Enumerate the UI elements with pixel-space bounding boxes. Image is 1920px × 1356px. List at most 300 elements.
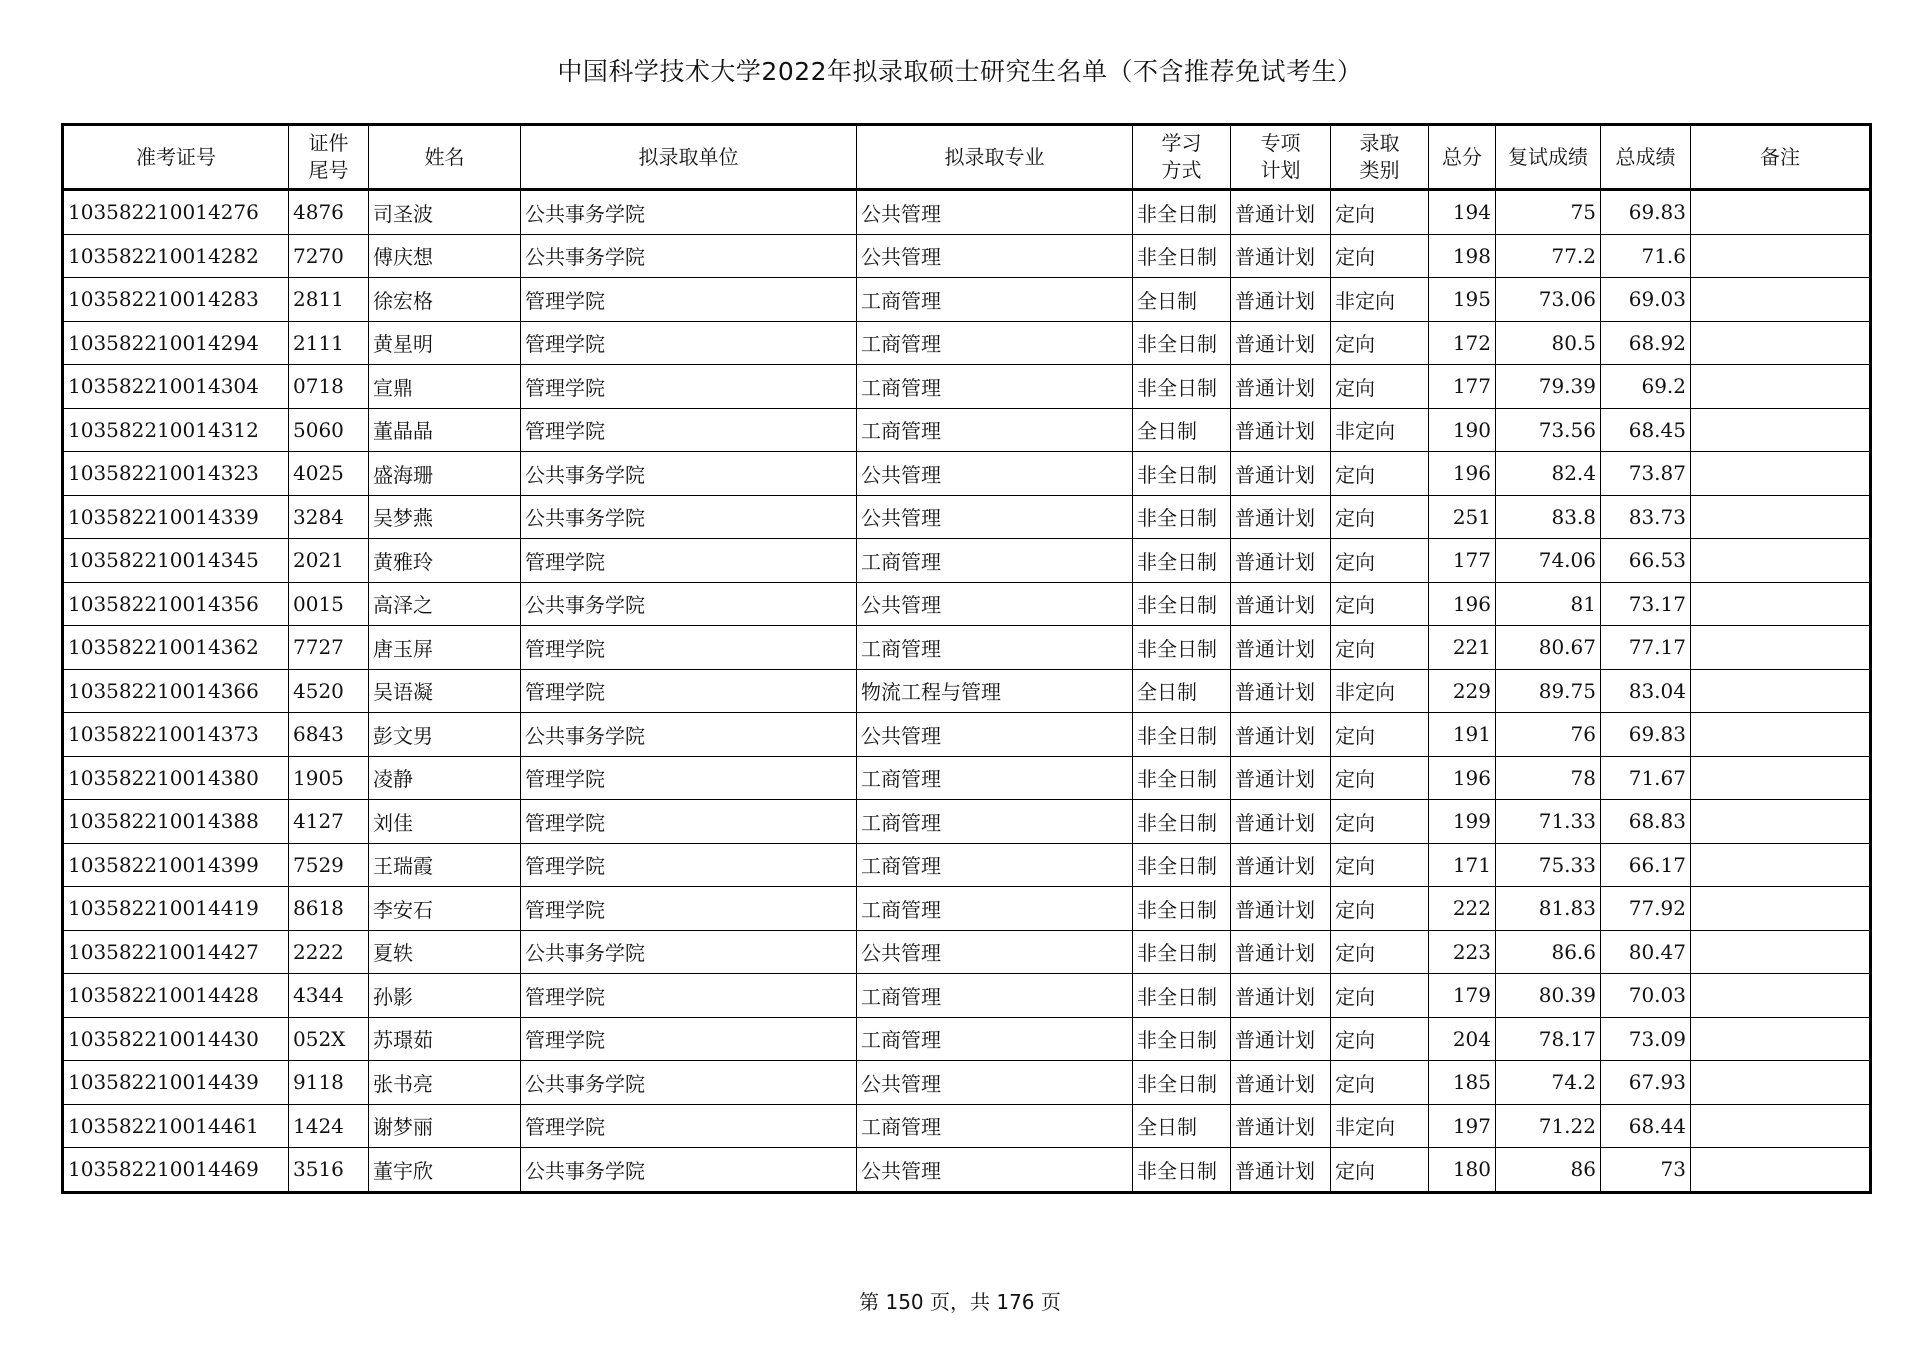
final-score-cell: 69.83 (1601, 190, 1691, 235)
study-mode-cell: 非全日制 (1133, 626, 1231, 670)
retest-score-cell: 81 (1496, 582, 1601, 626)
table-row (63, 974, 1871, 1018)
retest-score-cell: 75 (1496, 190, 1601, 235)
admission-category-cell: 定向 (1331, 539, 1429, 583)
special-plan-cell: 普通计划 (1231, 1104, 1331, 1148)
study-mode-cell: 全日制 (1133, 408, 1231, 452)
exam-number-cell: 103582210014427 (63, 930, 289, 974)
special-plan-cell: 普通计划 (1231, 930, 1331, 974)
special-plan-cell: 普通计划 (1231, 843, 1331, 887)
final-score-cell: 70.03 (1601, 974, 1691, 1018)
admission-unit-cell: 公共事务学院 (521, 495, 857, 539)
table-row (63, 582, 1871, 626)
remarks-cell (1691, 669, 1871, 713)
exam-number-cell: 103582210014276 (63, 190, 289, 235)
id-suffix-cell: 6843 (289, 713, 369, 757)
name-cell: 王瑞霞 (369, 843, 521, 887)
id-suffix-cell: 1424 (289, 1104, 369, 1148)
retest-score-cell: 80.5 (1496, 321, 1601, 365)
special-plan-cell: 普通计划 (1231, 321, 1331, 365)
admission-major-cell: 公共管理 (857, 1148, 1133, 1193)
admission-category-cell: 定向 (1331, 713, 1429, 757)
remarks-cell (1691, 713, 1871, 757)
exam-number-cell: 103582210014428 (63, 974, 289, 1018)
admission-unit-cell: 公共事务学院 (521, 930, 857, 974)
admission-category-cell: 非定向 (1331, 1104, 1429, 1148)
retest-score-cell: 79.39 (1496, 365, 1601, 409)
id-suffix-cell: 052X (289, 1017, 369, 1061)
remarks-cell (1691, 190, 1871, 235)
total-score-cell: 197 (1429, 1104, 1496, 1148)
table-row (63, 190, 1871, 235)
admission-major-cell: 工商管理 (857, 887, 1133, 931)
exam-number-cell: 103582210014304 (63, 365, 289, 409)
id-suffix-cell: 4876 (289, 190, 369, 235)
total-score-cell: 221 (1429, 626, 1496, 670)
exam-number-cell: 103582210014388 (63, 800, 289, 844)
exam-number-cell: 103582210014282 (63, 234, 289, 278)
exam-number-cell: 103582210014419 (63, 887, 289, 931)
total-score-cell: 204 (1429, 1017, 1496, 1061)
retest-score-cell: 82.4 (1496, 452, 1601, 496)
admission-major-cell: 工商管理 (857, 321, 1133, 365)
name-cell: 吴语凝 (369, 669, 521, 713)
remarks-cell (1691, 930, 1871, 974)
admission-category-cell: 非定向 (1331, 669, 1429, 713)
final-score-cell: 83.04 (1601, 669, 1691, 713)
admission-unit-cell: 管理学院 (521, 669, 857, 713)
admission-major-cell: 公共管理 (857, 1061, 1133, 1105)
admission-major-cell: 工商管理 (857, 626, 1133, 670)
admission-major-cell: 工商管理 (857, 974, 1133, 1018)
id-suffix-cell: 2811 (289, 278, 369, 322)
name-cell: 唐玉屏 (369, 626, 521, 670)
table-row (63, 626, 1871, 670)
study-mode-cell: 非全日制 (1133, 930, 1231, 974)
id-suffix-cell: 4025 (289, 452, 369, 496)
total-score-cell: 196 (1429, 582, 1496, 626)
table-row (63, 234, 1871, 278)
final-score-cell: 68.92 (1601, 321, 1691, 365)
special-plan-cell: 普通计划 (1231, 713, 1331, 757)
study-mode-cell: 非全日制 (1133, 1148, 1231, 1193)
total-score-cell: 223 (1429, 930, 1496, 974)
admission-category-cell: 定向 (1331, 452, 1429, 496)
special-plan-cell: 普通计划 (1231, 756, 1331, 800)
admission-major-cell: 工商管理 (857, 843, 1133, 887)
admission-major-cell: 工商管理 (857, 1017, 1133, 1061)
final-score-cell: 69.2 (1601, 365, 1691, 409)
remarks-cell (1691, 278, 1871, 322)
id-suffix-cell: 5060 (289, 408, 369, 452)
exam-number-header: 准考证号 (63, 125, 289, 190)
admission-category-cell: 定向 (1331, 582, 1429, 626)
admission-category-cell: 非定向 (1331, 278, 1429, 322)
admission-unit-cell: 管理学院 (521, 974, 857, 1018)
remarks-cell (1691, 321, 1871, 365)
exam-number-cell: 103582210014283 (63, 278, 289, 322)
remarks-cell (1691, 495, 1871, 539)
retest-score-cell: 73.56 (1496, 408, 1601, 452)
total-score-cell: 198 (1429, 234, 1496, 278)
study-mode-header: 学习 方式 (1133, 125, 1231, 190)
table-row (63, 843, 1871, 887)
total-score-cell: 229 (1429, 669, 1496, 713)
name-cell: 董宇欣 (369, 1148, 521, 1193)
remarks-cell (1691, 887, 1871, 931)
admission-category-header: 录取 类别 (1331, 125, 1429, 190)
admission-unit-cell: 管理学院 (521, 321, 857, 365)
retest-score-cell: 83.8 (1496, 495, 1601, 539)
name-header: 姓名 (369, 125, 521, 190)
admission-category-cell: 定向 (1331, 887, 1429, 931)
admission-category-cell: 定向 (1331, 974, 1429, 1018)
special-plan-cell: 普通计划 (1231, 1061, 1331, 1105)
admission-major-cell: 工商管理 (857, 1104, 1133, 1148)
total-score-cell: 171 (1429, 843, 1496, 887)
admission-category-cell: 定向 (1331, 1061, 1429, 1105)
retest-score-cell: 81.83 (1496, 887, 1601, 931)
name-cell: 吴梦燕 (369, 495, 521, 539)
exam-number-cell: 103582210014430 (63, 1017, 289, 1061)
admission-unit-cell: 管理学院 (521, 887, 857, 931)
id-suffix-cell: 8618 (289, 887, 369, 931)
remarks-cell (1691, 800, 1871, 844)
exam-number-cell: 103582210014461 (63, 1104, 289, 1148)
id-suffix-cell: 9118 (289, 1061, 369, 1105)
admission-major-header: 拟录取专业 (857, 125, 1133, 190)
table-row (63, 756, 1871, 800)
admission-unit-cell: 管理学院 (521, 626, 857, 670)
total-score-cell: 222 (1429, 887, 1496, 931)
final-score-cell: 68.45 (1601, 408, 1691, 452)
special-plan-cell: 普通计划 (1231, 452, 1331, 496)
final-score-cell: 71.6 (1601, 234, 1691, 278)
admission-unit-cell: 管理学院 (521, 1017, 857, 1061)
admission-category-cell: 定向 (1331, 190, 1429, 235)
name-cell: 黄星明 (369, 321, 521, 365)
study-mode-cell: 全日制 (1133, 278, 1231, 322)
study-mode-cell: 非全日制 (1133, 974, 1231, 1018)
id-suffix-cell: 2021 (289, 539, 369, 583)
admission-unit-cell: 公共事务学院 (521, 234, 857, 278)
final-score-cell: 77.92 (1601, 887, 1691, 931)
id-suffix-cell: 1905 (289, 756, 369, 800)
name-cell: 黄雅玲 (369, 539, 521, 583)
retest-score-cell: 86.6 (1496, 930, 1601, 974)
final-score-cell: 69.03 (1601, 278, 1691, 322)
admission-unit-cell: 公共事务学院 (521, 1061, 857, 1105)
id-suffix-cell: 7727 (289, 626, 369, 670)
final-score-cell: 67.93 (1601, 1061, 1691, 1105)
admission-category-cell: 定向 (1331, 234, 1429, 278)
admission-major-cell: 工商管理 (857, 539, 1133, 583)
admission-major-cell: 公共管理 (857, 582, 1133, 626)
retest-score-header: 复试成绩 (1496, 125, 1601, 190)
admission-major-cell: 公共管理 (857, 190, 1133, 235)
special-plan-cell: 普通计划 (1231, 974, 1331, 1018)
admission-major-cell: 公共管理 (857, 930, 1133, 974)
remarks-cell (1691, 1061, 1871, 1105)
admission-unit-cell: 公共事务学院 (521, 452, 857, 496)
retest-score-cell: 86 (1496, 1148, 1601, 1193)
final-score-cell: 71.67 (1601, 756, 1691, 800)
table-row (63, 1104, 1871, 1148)
table-row (63, 713, 1871, 757)
admission-unit-cell: 管理学院 (521, 408, 857, 452)
admission-unit-header: 拟录取单位 (521, 125, 857, 190)
admission-unit-cell: 管理学院 (521, 539, 857, 583)
name-cell: 李安石 (369, 887, 521, 931)
retest-score-cell: 80.39 (1496, 974, 1601, 1018)
admission-major-cell: 物流工程与管理 (857, 669, 1133, 713)
study-mode-cell: 非全日制 (1133, 843, 1231, 887)
table-row (63, 539, 1871, 583)
final-score-cell: 80.47 (1601, 930, 1691, 974)
special-plan-cell: 普通计划 (1231, 887, 1331, 931)
exam-number-cell: 103582210014366 (63, 669, 289, 713)
exam-number-cell: 103582210014399 (63, 843, 289, 887)
retest-score-cell: 80.67 (1496, 626, 1601, 670)
total-score-cell: 195 (1429, 278, 1496, 322)
name-cell: 彭文男 (369, 713, 521, 757)
retest-score-cell: 77.2 (1496, 234, 1601, 278)
admission-major-cell: 工商管理 (857, 408, 1133, 452)
admission-category-cell: 定向 (1331, 930, 1429, 974)
document-title: 中国科学技术大学2022年拟录取硕士研究生名单（不含推荐免试考生） (557, 57, 1363, 86)
special-plan-cell: 普通计划 (1231, 365, 1331, 409)
name-cell: 徐宏格 (369, 278, 521, 322)
study-mode-cell: 非全日制 (1133, 452, 1231, 496)
study-mode-cell: 全日制 (1133, 669, 1231, 713)
special-plan-cell: 普通计划 (1231, 669, 1331, 713)
table-header-row (63, 125, 1871, 190)
special-plan-cell: 普通计划 (1231, 495, 1331, 539)
exam-number-cell: 103582210014469 (63, 1148, 289, 1193)
total-score-cell: 190 (1429, 408, 1496, 452)
id-suffix-cell: 0015 (289, 582, 369, 626)
special-plan-cell: 普通计划 (1231, 1148, 1331, 1193)
special-plan-cell: 普通计划 (1231, 278, 1331, 322)
id-suffix-cell: 7529 (289, 843, 369, 887)
special-plan-cell: 普通计划 (1231, 539, 1331, 583)
exam-number-cell: 103582210014312 (63, 408, 289, 452)
remarks-cell (1691, 408, 1871, 452)
table-row (63, 930, 1871, 974)
table-row (63, 887, 1871, 931)
total-score-cell: 185 (1429, 1061, 1496, 1105)
total-score-cell: 180 (1429, 1148, 1496, 1193)
special-plan-header: 专项 计划 (1231, 125, 1331, 190)
page-footer: 第 150 页，共 176 页 (859, 1290, 1061, 1314)
admission-category-cell: 定向 (1331, 1148, 1429, 1193)
name-cell: 孙影 (369, 974, 521, 1018)
table-row (63, 278, 1871, 322)
study-mode-cell: 非全日制 (1133, 1061, 1231, 1105)
remarks-cell (1691, 1104, 1871, 1148)
name-cell: 宣鼎 (369, 365, 521, 409)
retest-score-cell: 73.06 (1496, 278, 1601, 322)
study-mode-cell: 非全日制 (1133, 539, 1231, 583)
exam-number-cell: 103582210014339 (63, 495, 289, 539)
id-suffix-cell: 4344 (289, 974, 369, 1018)
final-score-cell: 73.87 (1601, 452, 1691, 496)
admission-unit-cell: 管理学院 (521, 756, 857, 800)
final-score-cell: 68.83 (1601, 800, 1691, 844)
admission-major-cell: 工商管理 (857, 756, 1133, 800)
study-mode-cell: 非全日制 (1133, 365, 1231, 409)
study-mode-cell: 全日制 (1133, 1104, 1231, 1148)
name-cell: 傅庆想 (369, 234, 521, 278)
name-cell: 谢梦丽 (369, 1104, 521, 1148)
study-mode-cell: 非全日制 (1133, 800, 1231, 844)
admission-major-cell: 公共管理 (857, 234, 1133, 278)
special-plan-cell: 普通计划 (1231, 190, 1331, 235)
table-row (63, 1148, 1871, 1193)
final-score-cell: 66.17 (1601, 843, 1691, 887)
total-score-cell: 196 (1429, 452, 1496, 496)
remarks-cell (1691, 365, 1871, 409)
admission-unit-cell: 管理学院 (521, 843, 857, 887)
admission-major-cell: 公共管理 (857, 495, 1133, 539)
admission-category-cell: 定向 (1331, 843, 1429, 887)
remarks-cell (1691, 1017, 1871, 1061)
name-cell: 盛海珊 (369, 452, 521, 496)
study-mode-cell: 非全日制 (1133, 321, 1231, 365)
final-score-cell: 73 (1601, 1148, 1691, 1193)
admission-table (61, 123, 1872, 1194)
admission-major-cell: 工商管理 (857, 800, 1133, 844)
admission-unit-cell: 管理学院 (521, 278, 857, 322)
table-row (63, 495, 1871, 539)
retest-score-cell: 71.22 (1496, 1104, 1601, 1148)
table-row (63, 1061, 1871, 1105)
admission-category-cell: 定向 (1331, 495, 1429, 539)
table-row (63, 321, 1871, 365)
special-plan-cell: 普通计划 (1231, 1017, 1331, 1061)
table-row (63, 452, 1871, 496)
exam-number-cell: 103582210014356 (63, 582, 289, 626)
admission-unit-cell: 公共事务学院 (521, 1148, 857, 1193)
retest-score-cell: 78 (1496, 756, 1601, 800)
admission-unit-cell: 公共事务学院 (521, 713, 857, 757)
admission-category-cell: 定向 (1331, 756, 1429, 800)
name-cell: 刘佳 (369, 800, 521, 844)
remarks-cell (1691, 843, 1871, 887)
study-mode-cell: 非全日制 (1133, 495, 1231, 539)
total-score-cell: 177 (1429, 365, 1496, 409)
total-score-cell: 251 (1429, 495, 1496, 539)
table-row (63, 669, 1871, 713)
final-score-cell: 68.44 (1601, 1104, 1691, 1148)
table-row (63, 1017, 1871, 1061)
special-plan-cell: 普通计划 (1231, 800, 1331, 844)
table-row (63, 365, 1871, 409)
final-score-cell: 66.53 (1601, 539, 1691, 583)
exam-number-cell: 103582210014323 (63, 452, 289, 496)
table-row (63, 408, 1871, 452)
final-score-cell: 73.17 (1601, 582, 1691, 626)
remarks-cell (1691, 452, 1871, 496)
id-suffix-cell: 3516 (289, 1148, 369, 1193)
exam-number-cell: 103582210014345 (63, 539, 289, 583)
remarks-cell (1691, 1148, 1871, 1193)
study-mode-cell: 非全日制 (1133, 713, 1231, 757)
admission-unit-cell: 管理学院 (521, 1104, 857, 1148)
id-suffix-cell: 3284 (289, 495, 369, 539)
total-score-header: 总分 (1429, 125, 1496, 190)
special-plan-cell: 普通计划 (1231, 408, 1331, 452)
retest-score-cell: 76 (1496, 713, 1601, 757)
special-plan-cell: 普通计划 (1231, 234, 1331, 278)
exam-number-cell: 103582210014439 (63, 1061, 289, 1105)
id-suffix-cell: 7270 (289, 234, 369, 278)
admission-category-cell: 定向 (1331, 1017, 1429, 1061)
name-cell: 苏璟茹 (369, 1017, 521, 1061)
total-score-cell: 177 (1429, 539, 1496, 583)
total-score-cell: 179 (1429, 974, 1496, 1018)
id-suffix-header: 证件 尾号 (289, 125, 369, 190)
final-score-cell: 73.09 (1601, 1017, 1691, 1061)
admission-category-cell: 定向 (1331, 800, 1429, 844)
admission-category-cell: 定向 (1331, 626, 1429, 670)
special-plan-cell: 普通计划 (1231, 582, 1331, 626)
name-cell: 夏轶 (369, 930, 521, 974)
study-mode-cell: 非全日制 (1133, 1017, 1231, 1061)
final-score-cell: 83.73 (1601, 495, 1691, 539)
id-suffix-cell: 2222 (289, 930, 369, 974)
study-mode-cell: 非全日制 (1133, 234, 1231, 278)
remarks-header: 备注 (1691, 125, 1871, 190)
name-cell: 董晶晶 (369, 408, 521, 452)
name-cell: 凌静 (369, 756, 521, 800)
total-score-cell: 172 (1429, 321, 1496, 365)
retest-score-cell: 74.06 (1496, 539, 1601, 583)
table-body (63, 190, 1871, 1193)
retest-score-cell: 89.75 (1496, 669, 1601, 713)
final-score-header: 总成绩 (1601, 125, 1691, 190)
remarks-cell (1691, 974, 1871, 1018)
exam-number-cell: 103582210014294 (63, 321, 289, 365)
final-score-cell: 69.83 (1601, 713, 1691, 757)
table-row (63, 800, 1871, 844)
admission-category-cell: 非定向 (1331, 408, 1429, 452)
total-score-cell: 199 (1429, 800, 1496, 844)
total-score-cell: 194 (1429, 190, 1496, 235)
name-cell: 高泽之 (369, 582, 521, 626)
remarks-cell (1691, 626, 1871, 670)
study-mode-cell: 非全日制 (1133, 756, 1231, 800)
exam-number-cell: 103582210014380 (63, 756, 289, 800)
name-cell: 张书亮 (369, 1061, 521, 1105)
admission-major-cell: 公共管理 (857, 713, 1133, 757)
id-suffix-cell: 0718 (289, 365, 369, 409)
admission-major-cell: 工商管理 (857, 365, 1133, 409)
special-plan-cell: 普通计划 (1231, 626, 1331, 670)
retest-score-cell: 74.2 (1496, 1061, 1601, 1105)
name-cell: 司圣波 (369, 190, 521, 235)
id-suffix-cell: 2111 (289, 321, 369, 365)
remarks-cell (1691, 539, 1871, 583)
admission-unit-cell: 公共事务学院 (521, 190, 857, 235)
remarks-cell (1691, 582, 1871, 626)
admission-category-cell: 定向 (1331, 365, 1429, 409)
id-suffix-cell: 4127 (289, 800, 369, 844)
admission-unit-cell: 公共事务学院 (521, 582, 857, 626)
exam-number-cell: 103582210014373 (63, 713, 289, 757)
total-score-cell: 191 (1429, 713, 1496, 757)
id-suffix-cell: 4520 (289, 669, 369, 713)
